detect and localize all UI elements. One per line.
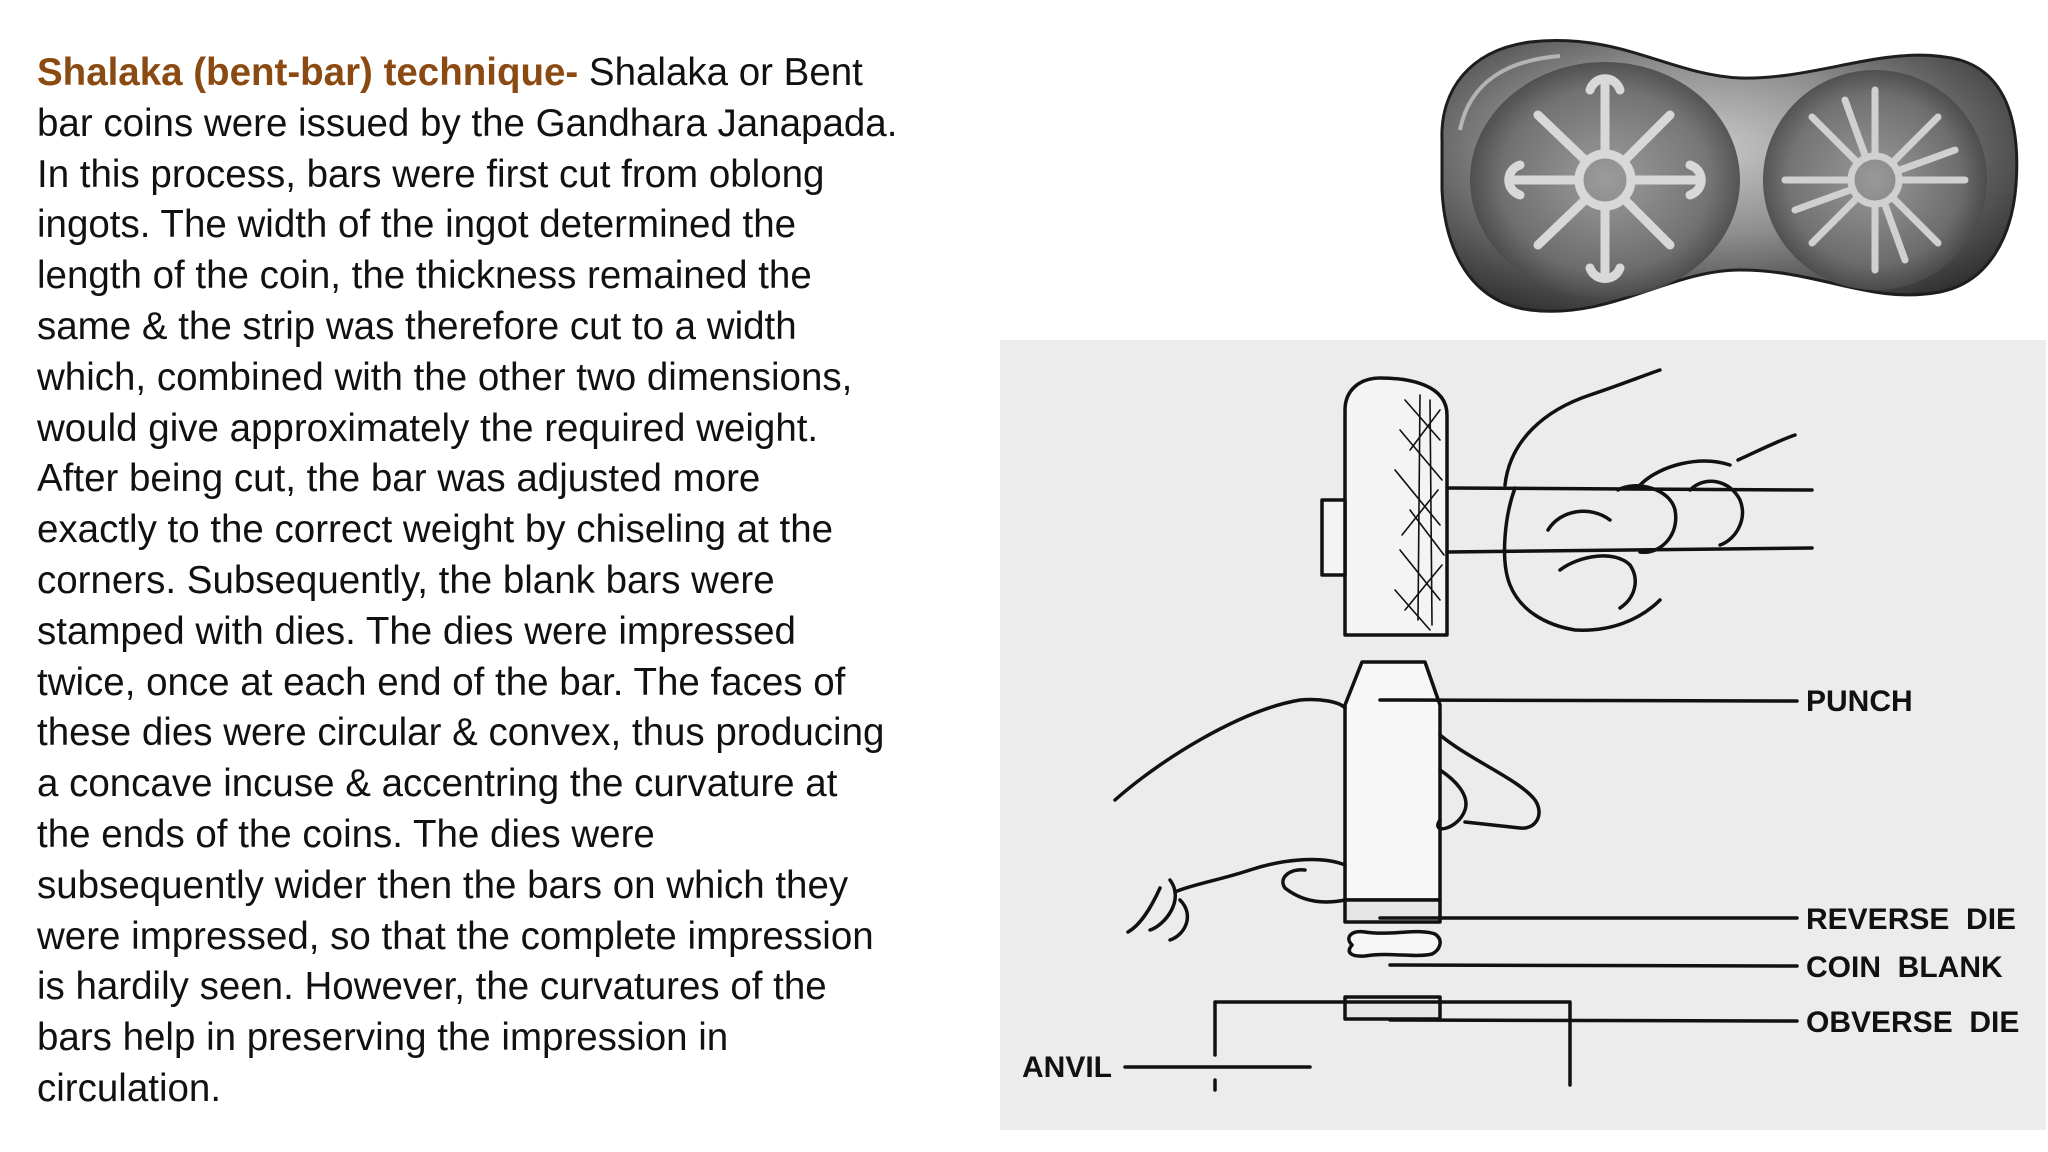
label-anvil: ANVIL <box>1022 1051 1112 1084</box>
body-line: twice, once at each end of the bar. The faces of <box>37 660 846 704</box>
description-text <box>37 48 997 1115</box>
body-line: circulation. <box>37 1066 222 1110</box>
body-line: would give approximately the required weight. <box>37 406 819 450</box>
body-line: the ends of the coins. The dies were <box>37 812 655 856</box>
label-obverse-die: OBVERSE DIE <box>1806 1006 2020 1039</box>
body-line: which, combined with the other two dimensions, <box>37 355 853 399</box>
body-line: exactly to the correct weight by chiseling at the <box>37 508 834 552</box>
body-line: these dies were circular & convex, thus producing <box>37 711 885 755</box>
body-line: ingots. The width of the ingot determined the <box>37 203 797 247</box>
label-coin-blank: COIN BLANK <box>1806 951 2003 984</box>
body-line: Shalaka or Bent <box>578 51 863 94</box>
striking-diagram <box>1000 340 2046 1130</box>
bent-bar-coin-image <box>1420 20 2030 320</box>
hammer-cap <box>1322 500 1345 575</box>
body-line: In this process, bars were first cut from oblong <box>37 152 825 196</box>
body-line: subsequently wider then the bars on which they <box>37 863 849 907</box>
label-punch: PUNCH <box>1806 685 1913 718</box>
body-line: After being cut, the bar was adjusted more <box>37 457 761 501</box>
body-line: stamped with dies. The dies were impressed <box>37 609 796 653</box>
body-line: bars help in preserving the impression in <box>37 1016 729 1060</box>
body-line: were impressed, so that the complete impression <box>37 914 874 958</box>
body-line: same & the strip was therefore cut to a width <box>37 304 797 348</box>
body-line: corners. Subsequently, the blank bars were <box>37 558 775 602</box>
technique-heading: Shalaka (bent-bar) technique- <box>37 51 579 94</box>
label-reverse-die: REVERSE DIE <box>1806 903 2017 936</box>
coin-blank <box>1349 932 1440 956</box>
body-line: length of the coin, the thickness remained the <box>37 254 812 298</box>
body-line: is hardily seen. However, the curvatures of the <box>37 965 827 1009</box>
body-line: a concave incuse & accentring the curvature at <box>37 762 838 806</box>
punch-tool <box>1345 662 1440 900</box>
body-line: bar coins were issued by the Gandhara Janapada. <box>37 101 898 145</box>
